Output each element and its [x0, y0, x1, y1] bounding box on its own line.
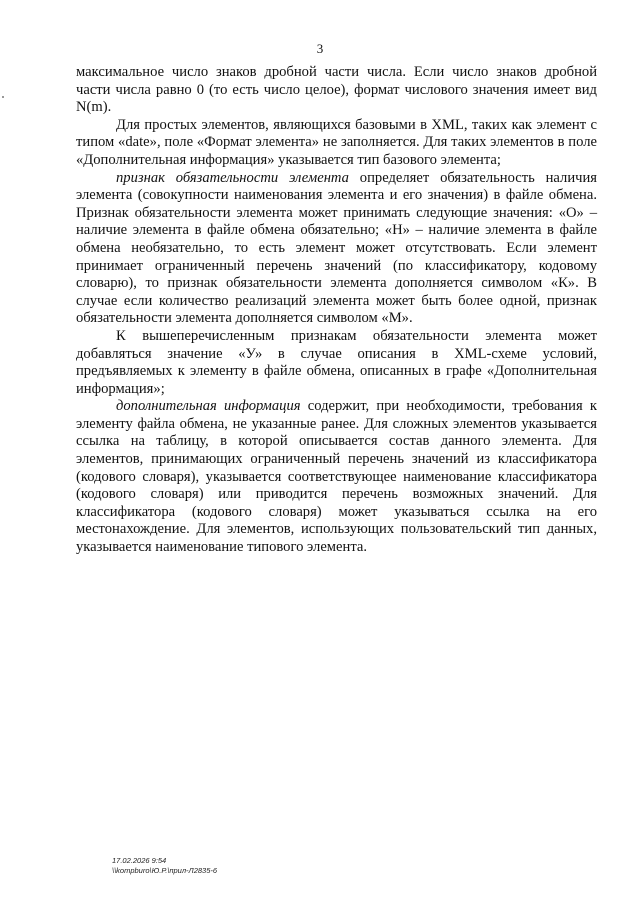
paragraph-2: [76, 117, 597, 170]
paragraph-5: [76, 398, 597, 556]
term-mandatory-flag: признак обязательности элемента: [116, 169, 349, 186]
paragraph-text: Для простых элементов, являющихся базовыми в XML, таких как элемент с типом «date», поле «Формат элемента» не заполняется. Для таких элементов в поле «Дополнительная информация» указывается тип базового элемента;: [76, 116, 597, 168]
page-number: 3: [316, 41, 324, 56]
paragraph-4: [76, 328, 597, 398]
paragraph-1: [76, 64, 597, 117]
document-footer: [112, 856, 217, 876]
scan-artifact: [2, 96, 4, 98]
paragraph-text: К вышеперечисленным признакам обязательности элемента может добавляться значение «У» в случае описания в XML-схеме условий, предъявляемых к элементу в файле обмена, описанных в графе «Дополнительная информация»;: [76, 327, 597, 397]
term-additional-info: дополнительная информация: [116, 398, 301, 415]
paragraph-text: максимальное число знаков дробной части числа. Если число знаков дробной части числа равно 0 (то есть число целое), формат числового значения имеет вид N(m).: [76, 64, 597, 116]
footer-timestamp: 17.02.2026 9:54: [112, 856, 167, 865]
paragraph-text: определяет обязательность наличия элемента (совокупности наименования элемента и его значения) в файле обмена. Признак обязательности элемента может принимать следующие значения: «О» – наличие элемента в файле обмена обязательно; «Н» – наличие элемента в файле обмена необязательно, то есть элемент может отсутствовать. Если элемент принимает ограниченный перечень значений (по классификатору, кодовому словарю), то признак обязательности элемента дополняется символом «К». В случае если количество реализаций элемента может быть более одной, признак обязательности элемента дополняется символом «М».: [76, 169, 597, 327]
document-body: [76, 64, 597, 557]
footer-file-path: \\kompburo\Ю.Р.\прил-Л2835-6: [112, 866, 218, 875]
paragraph-text: содержит, при необходимости, требования к элементу файла обмена, не указанные ранее. Для сложных элементов указывается ссылка на таблицу, в которой описывается состав данного элемента. Для элементов, принимающих ограниченный перечень значений из классификатора (кодового словаря), указывается соответствующее наименование классификатора (кодового словаря) или приводится перечень возможных значений. Для классификатора (кодового словаря) может указываться ссылка на его местонахождение. Для элементов, использующих пользовательский тип данных, указывается наименование типового элемента.: [76, 398, 597, 556]
paragraph-3: [76, 170, 597, 328]
